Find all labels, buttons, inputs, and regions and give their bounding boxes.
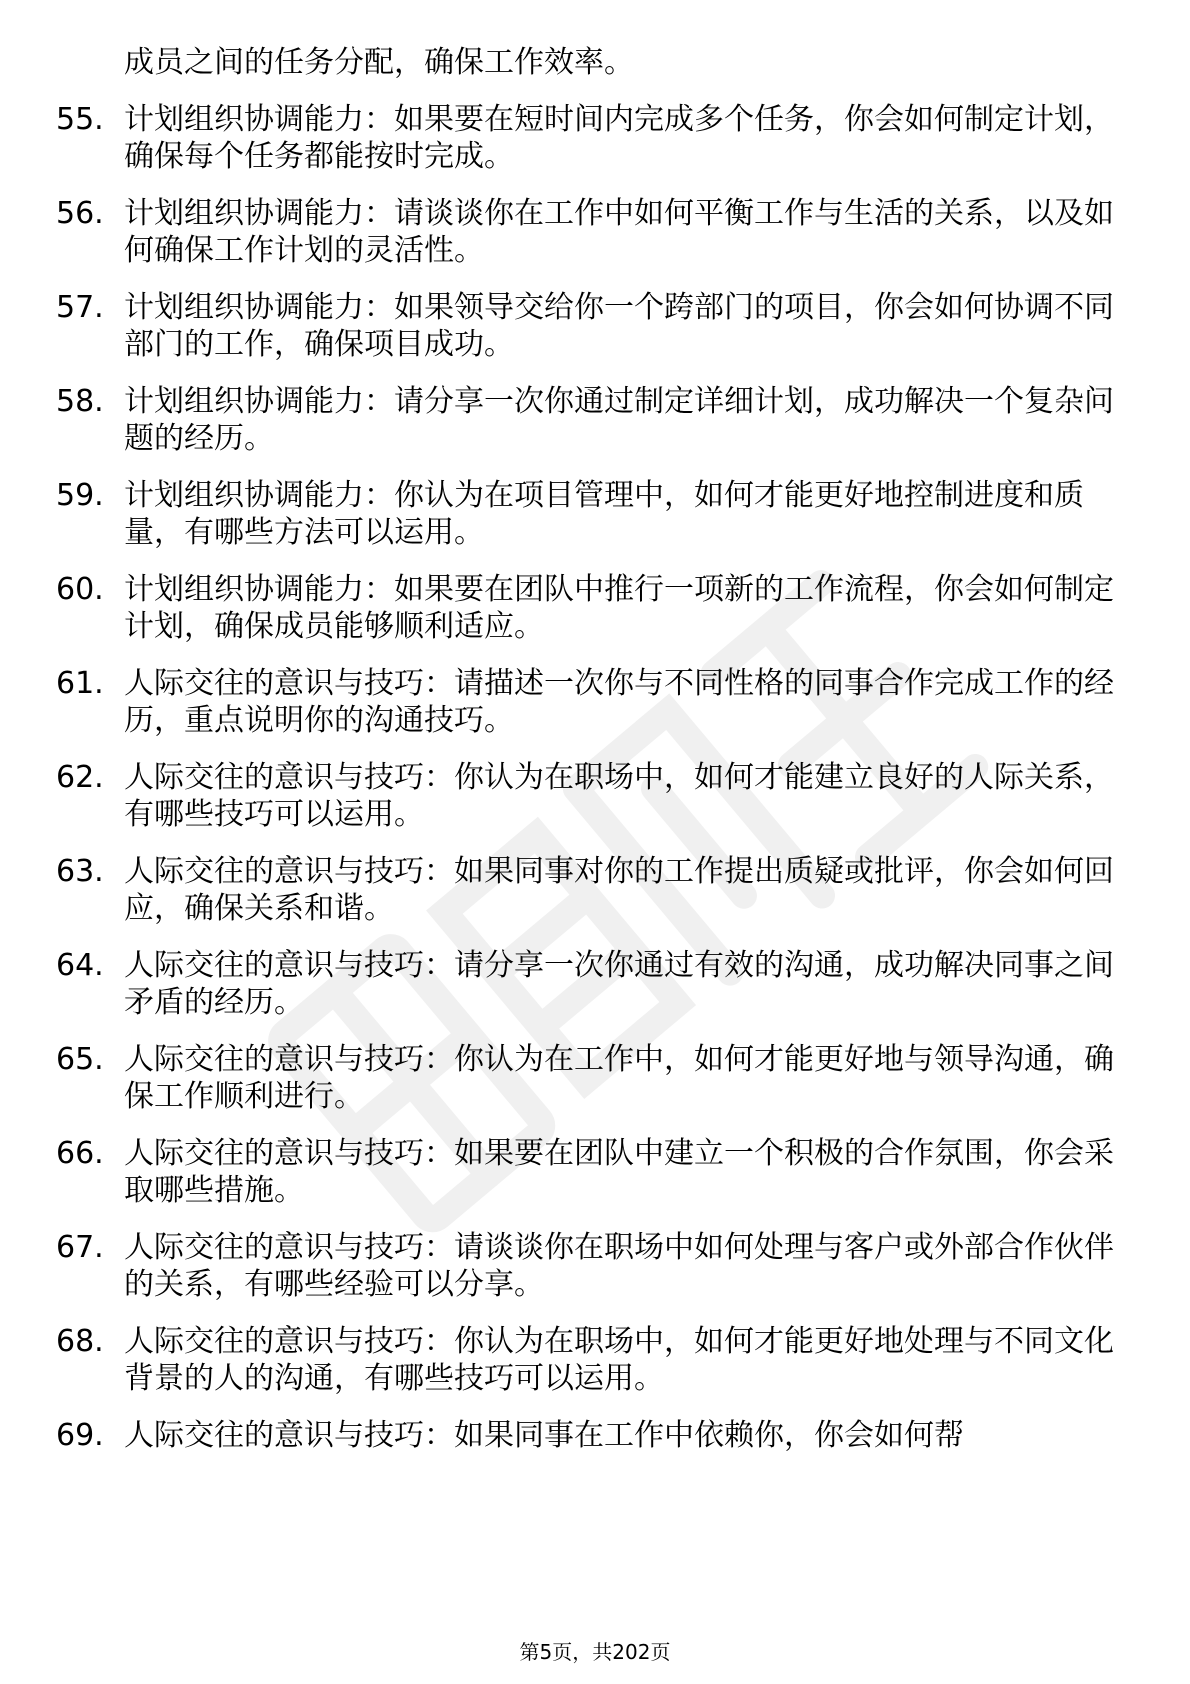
list-item (0, 289, 1190, 363)
list-item (0, 665, 1190, 739)
list-item-number: 60. (56, 572, 104, 607)
list-item-number: 61. (56, 666, 104, 701)
list-item-number: 64. (56, 948, 104, 983)
list-item-text: 人际交往的意识与技巧：如果同事对你的工作提出质疑或批评，你会如何回应，确保关系和谐。 (124, 854, 1114, 926)
list-item-number: 65. (56, 1042, 104, 1077)
list-item (0, 477, 1190, 551)
list-item-number: 63. (56, 854, 104, 889)
list-item-text: 人际交往的意识与技巧：如果同事在工作中依赖你，你会如何帮 (124, 1418, 964, 1453)
list-item-number: 59. (56, 478, 104, 513)
list-item (0, 571, 1190, 645)
list-item (0, 853, 1190, 927)
list-item-text: 计划组织协调能力：请谈谈你在工作中如何平衡工作与生活的关系，以及如何确保工作计划的灵活性。 (124, 196, 1114, 268)
list-item-text: 人际交往的意识与技巧：请描述一次你与不同性格的同事合作完成工作的经历，重点说明你的沟通技巧。 (124, 666, 1114, 738)
list-item (0, 1135, 1190, 1209)
list-item-number: 66. (56, 1136, 104, 1171)
list-item-number: 56. (56, 196, 104, 231)
list-item-text: 计划组织协调能力：如果要在短时间内完成多个任务，你会如何制定计划，确保每个任务都能按时完成。 (124, 102, 1114, 174)
list-item-number: 69. (56, 1418, 104, 1453)
document-body (0, 44, 1190, 1474)
list-item-number: 68. (56, 1324, 104, 1359)
list-item (0, 1229, 1190, 1303)
list-item-text: 人际交往的意识与技巧：你认为在工作中，如何才能更好地与领导沟通，确保工作顺利进行。 (124, 1042, 1114, 1114)
list-item-number: 58. (56, 384, 104, 419)
list-item-text: 计划组织协调能力：如果领导交给你一个跨部门的项目，你会如何协调不同部门的工作，确保项目成功。 (124, 290, 1114, 362)
continuation-text: 成员之间的任务分配，确保工作效率。 (124, 45, 634, 80)
list-item-text: 人际交往的意识与技巧：请谈谈你在职场中如何处理与客户或外部合作伙伴的关系，有哪些经验可以分享。 (124, 1230, 1114, 1302)
list-item-number: 57. (56, 290, 104, 325)
list-item-number: 67. (56, 1230, 104, 1265)
list-item-text: 计划组织协调能力：请分享一次你通过制定详细计划，成功解决一个复杂问题的经历。 (124, 384, 1114, 456)
page-footer: 第5页，共202页 (519, 1640, 671, 1664)
list-item-number: 62. (56, 760, 104, 795)
list-item (0, 101, 1190, 175)
list-item (0, 1323, 1190, 1397)
list-item (0, 947, 1190, 1021)
list-item-text: 人际交往的意识与技巧：你认为在职场中，如何才能更好地处理与不同文化背景的人的沟通，有哪些技巧可以运用。 (124, 1324, 1114, 1396)
list-item (0, 1041, 1190, 1115)
list-item-number: 55. (56, 102, 104, 137)
list-item (0, 1417, 1190, 1454)
list-item (0, 195, 1190, 269)
list-item-text: 人际交往的意识与技巧：你认为在职场中，如何才能建立良好的人际关系，有哪些技巧可以运用。 (124, 760, 1114, 832)
list-item-text: 计划组织协调能力：如果要在团队中推行一项新的工作流程，你会如何制定计划，确保成员能够顺利适应。 (124, 572, 1114, 644)
list-item-text: 人际交往的意识与技巧：如果要在团队中建立一个积极的合作氛围，你会采取哪些措施。 (124, 1136, 1114, 1208)
list-item (0, 383, 1190, 457)
list-item-text: 计划组织协调能力：你认为在项目管理中，如何才能更好地控制进度和质量，有哪些方法可以运用。 (124, 478, 1084, 550)
list-item (0, 759, 1190, 833)
list-item-text: 人际交往的意识与技巧：请分享一次你通过有效的沟通，成功解决同事之间矛盾的经历。 (124, 948, 1114, 1020)
